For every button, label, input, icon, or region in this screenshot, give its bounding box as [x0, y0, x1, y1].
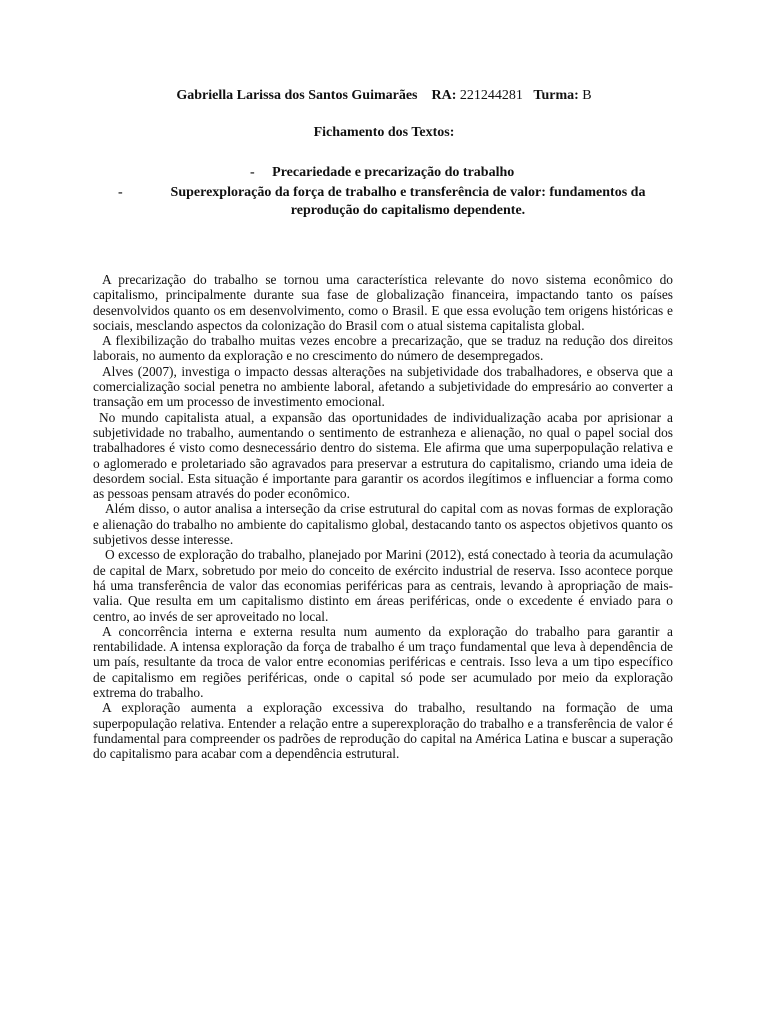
topic-bullet: -: [250, 165, 255, 180]
topic-text: Precariedade e precarização do trabalho: [272, 165, 515, 180]
paragraph: A concorrência interna e externa resulta num aumento da exploração do trabalho para garantir a rentabilidade. A intensa exploração da força de trabalho é um traço fundamental que leva à dependência de um país, resultante da troca de valor entre economias periféricas e centrais. Isso leva a um tipo específico de capitalismo em regiões periféricas, onde o capital só pode ser acumulado por meio da exploração extrema do trabalho.: [93, 623, 673, 701]
paragraph: No mundo capitalista atual, a expansão das oportunidades de individualização acaba por aprisionar a subjetividade no trabalho, aumentando o sentimento de estranheza e alienação, no qual o papel social dos trabalhadores é visto como desnecessário dentro do sistema. Ele afirma que uma superpopulação relativa e o aglomerado e proletariado são agravados para preservar a estrutura do capitalismo, criando uma ideia de desordem social. Esta situação é importante para garantir os acordos ilegítimos e influenciar a forma como as pessoas pensam através do poder econômico.: [93, 409, 673, 502]
student-header: [0, 87, 768, 105]
turma-label: Turma:: [533, 88, 579, 103]
student-name: Gabriella Larissa dos Santos Guimarães: [176, 88, 418, 103]
topic-item-1: [250, 164, 514, 182]
body-text: [93, 272, 673, 762]
paragraph: Além disso, o autor analisa a interseção da crise estrutural do capital com as novas formas de exploração e alienação do trabalho no ambiente do capitalismo global, destacando tanto os aspectos objetivos quanto os subjetivos desse interesse.: [93, 501, 673, 548]
paragraph: A flexibilização do trabalho muitas vezes encobre a precarização, que se traduz na redução dos direitos laborais, no aumento da exploração e no crescimento do número de desempregados.: [93, 333, 673, 364]
topic-bullet: -: [118, 185, 123, 200]
turma-value: B: [582, 88, 592, 103]
ra-label: RA:: [431, 88, 457, 103]
paragraph: O excesso de exploração do trabalho, planejado por Marini (2012), está conectado à teoria da acumulação de capital de Marx, sobretudo por meio do conceito de exército industrial de reserva. Isso acontece porque há uma transferência de valor das economias periféricas para as centrais, levando à apropriação de mais-valia. Que resulta em um capitalismo distinto em áreas periféricas, onde o excedente é enviado para o centro, ao invés de ser aproveitado no local.: [93, 547, 673, 624]
ra-value: 221244281: [459, 88, 523, 103]
document-title: Fichamento dos Textos:: [313, 125, 455, 140]
paragraph: A precarização do trabalho se tornou uma característica relevante do novo sistema econômico do capitalismo, principalmente durante sua fase de globalização financeira, impactando tanto os países desenvolvidos quanto os em desenvolvimento, como o Brasil. E que essa evolução tem origens históricas e sociais, mesclando aspectos da colonização do Brasil com o atual sistema capitalista global.: [93, 272, 673, 333]
paragraph: Alves (2007), investiga o impacto dessas alterações na subjetividade dos trabalhadores, e observa que a comercialização social penetra no ambiente laboral, afetando a subjetividade do empresário ao converter a transação em um processo de investimento emocional.: [93, 363, 673, 410]
paragraph: A exploração aumenta a exploração excessiva do trabalho, resultando na formação de uma superpopulação relativa. Entender a relação entre a superexploração do trabalho e a transferência de valor é fundamental para compreender os padrões de reprodução do capital na América Latina e buscar a superação do capitalismo para acabar com a dependência estrutural.: [93, 700, 673, 762]
topic-item-2: Superexploração da força de trabalho e transferência de valor: fundamentos da reprodução do capitalismo dependente.: [170, 185, 646, 218]
